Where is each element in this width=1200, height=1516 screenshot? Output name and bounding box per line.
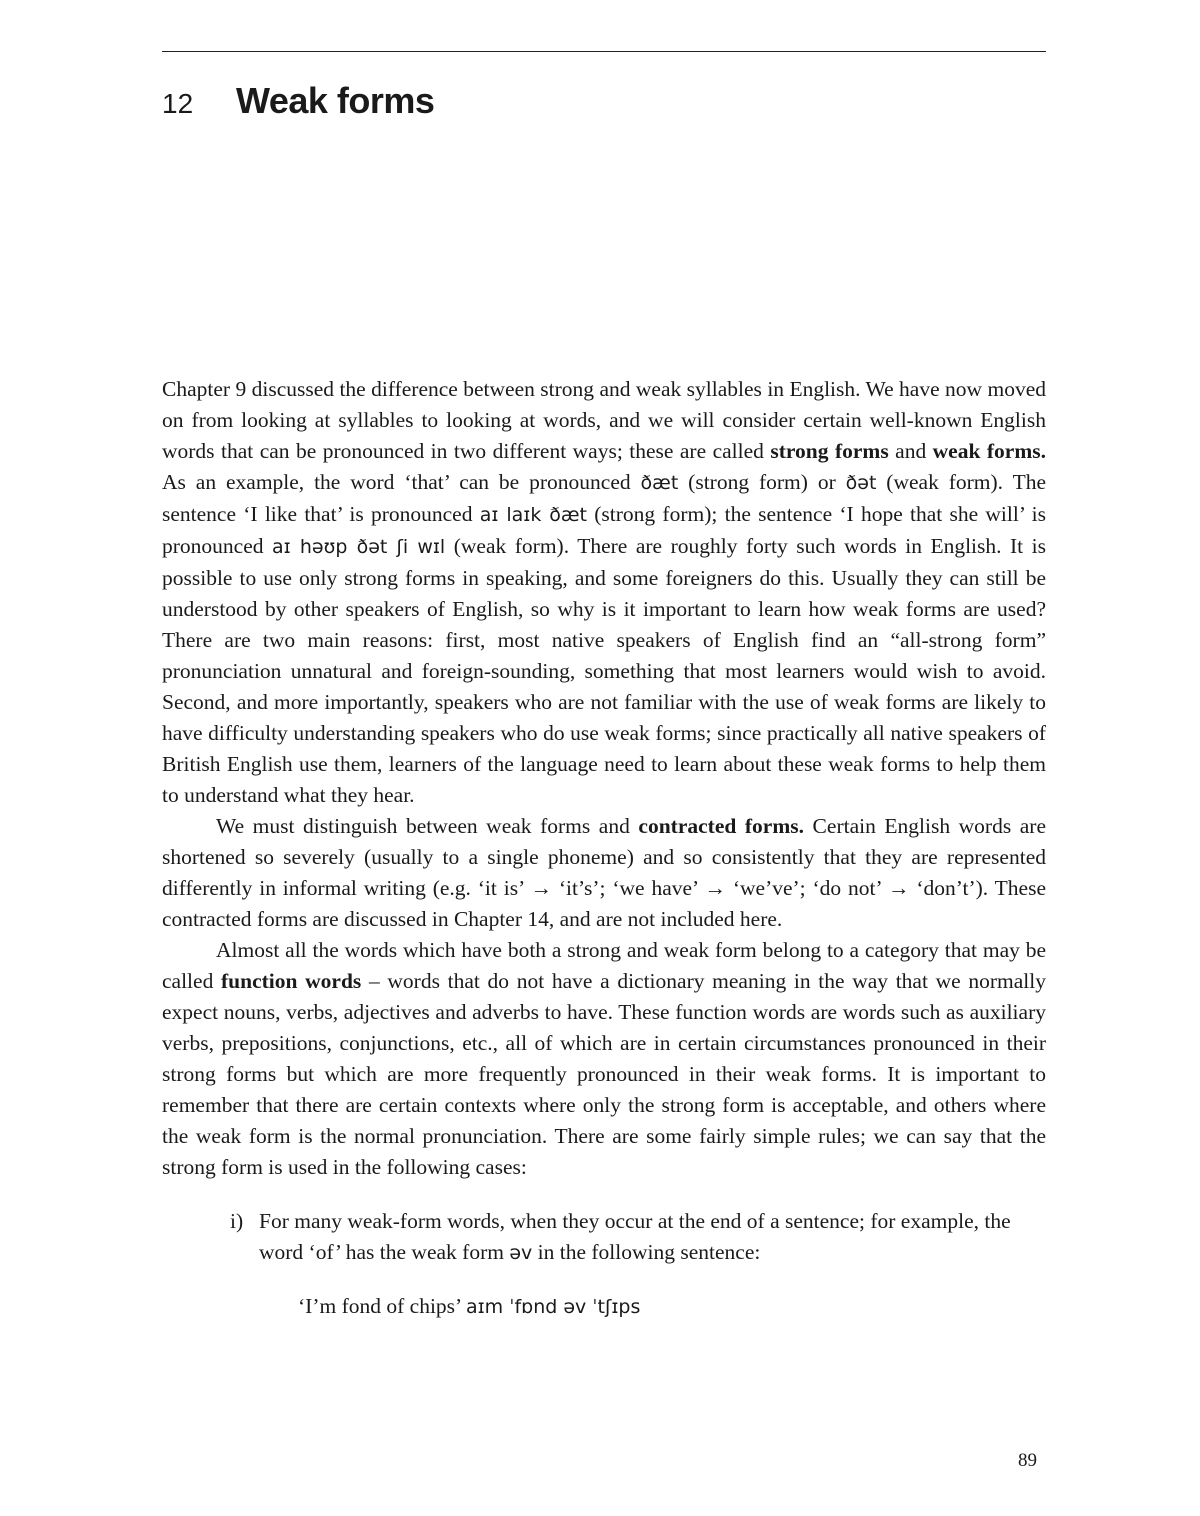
term-weak-forms: weak forms. xyxy=(932,439,1046,463)
paragraph-function-words xyxy=(162,935,1046,1183)
term-contracted-forms: contracted forms. xyxy=(638,814,804,838)
phonetic-transcription: ðət xyxy=(845,472,877,494)
text-span: We must distinguish between weak forms and xyxy=(216,814,639,838)
text-span: in the following sentence: xyxy=(532,1240,761,1264)
list-marker: i) xyxy=(230,1209,244,1233)
example-text: ‘I’m fond of chips’ xyxy=(298,1294,466,1318)
example-sentence xyxy=(162,1291,1046,1323)
text-span: For many weak-form words, when they occur at the end of a sentence; for example, the word ‘of’ has the weak form xyxy=(259,1209,1011,1264)
term-strong-forms: strong forms xyxy=(770,439,889,463)
chapter-heading xyxy=(162,80,434,122)
paragraph-contracted-forms xyxy=(162,811,1046,935)
text-span: Almost all the words which have both a strong and weak form belong to a category that may be called xyxy=(162,938,1046,993)
text-span: As an example, the word ‘that’ can be pronounced xyxy=(162,470,641,494)
phonetic-transcription: aɪm ˈfɒnd əv ˈtʃɪps xyxy=(465,1296,641,1318)
list-item xyxy=(162,1206,1046,1269)
page-number: 89 xyxy=(1018,1450,1037,1471)
text-span: Chapter 9 discussed the difference between strong and weak syllables in English. We have now moved on from looking at syllables to looking at words, and we will consider certain well-known English words that can be pronounced in two different ways; these are called xyxy=(162,377,1046,463)
text-span: (strong form) or xyxy=(678,470,846,494)
chapter-number: 12 xyxy=(162,88,194,119)
phonetic-transcription: aɪ həʊp ðət ʃi wɪl xyxy=(272,536,446,558)
phonetic-transcription: ðæt xyxy=(640,472,679,494)
phonetic-transcription: əv xyxy=(509,1242,533,1264)
header-rule xyxy=(162,51,1046,52)
phonetic-transcription: aɪ laɪk ðæt xyxy=(479,504,587,526)
chapter-title: Weak forms xyxy=(236,80,435,121)
text-span: (strong form); the sentence ‘I hope that she will’ is pronounced xyxy=(162,502,1047,558)
body-text xyxy=(162,374,1046,1323)
paragraph-intro xyxy=(162,374,1046,811)
text-span: Certain English words are shortened so severely (usually to a single phoneme) and so consistently that they are represented differently in informal writing (e.g. ‘it is’ → ‘it’s’; ‘we have’ → ‘we’ve’; ‘do not’ → ‘don’t’). These contracted forms are discussed in Chapter 14, and are not included here. xyxy=(162,814,1047,931)
text-span: (weak form). The sentence ‘I like that’ is pronounced xyxy=(162,470,1046,526)
text-span: – words that do not have a dictionary meaning in the way that we normally expect nouns, verbs, adjectives and adverbs to have. These function words are words such as auxiliary verbs, prepositions, conjunctions, etc., all of which are in certain circumstances pronounced in their strong forms but which are more frequently pronounced in their weak forms. It is important to remember that there are certain contexts where only the strong form is acceptable, and others where the weak form is the normal pronunciation. There are some fairly simple rules; we can say that the strong form is used in the following cases: xyxy=(162,969,1046,1179)
list-item-text xyxy=(259,1206,1046,1269)
term-function-words: function words xyxy=(221,969,362,993)
text-span: and xyxy=(888,439,933,463)
text-span: (weak form). There are roughly forty such words in English. It is possible to use only strong forms in speaking, and some foreigners do this. Usually they can still be understood by other speakers of English, so why is it important to learn how weak forms are used? There are two main reasons: first, most native speakers of English find an “all-strong form” pronunciation unnatural and foreign-sounding, something that most learners would wish to avoid. Second, and more importantly, speakers who are not familiar with the use of weak forms are likely to have difficulty understanding speakers who do use weak forms; since practically all native speakers of British English use them, learners of the language need to learn about these weak forms to help them to understand what they hear. xyxy=(162,534,1046,807)
